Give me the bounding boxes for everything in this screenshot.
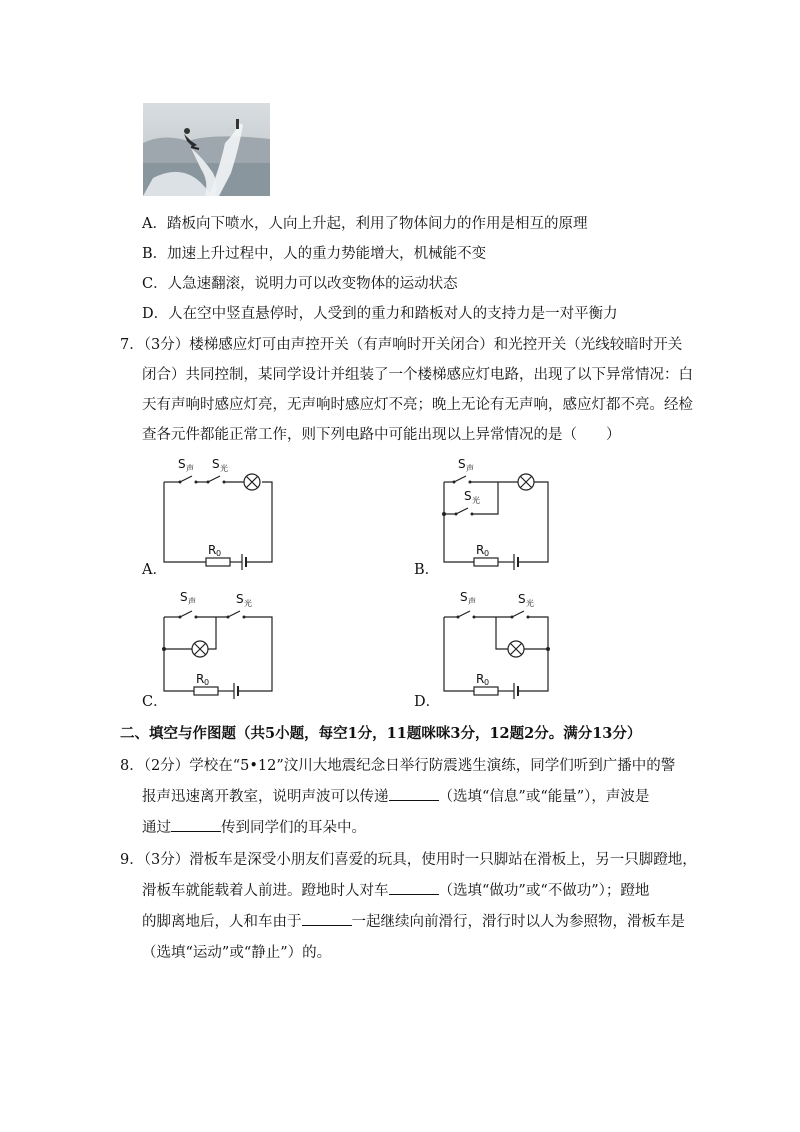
q8-line-1: 8．（2分）学校在“5•12”汶川大地震纪念日举行防震逃生演练，同学们听到广播中的警 [120,758,676,774]
q9-line-2-text-a: 滑板车就能载着人前进。蹬地时人对车 [142,883,389,899]
q7-line-4: 查各元件都能正常工作，则下列电路中可能出现以上异常情况的是（ ） [142,427,621,443]
switch-sound-sub: 声 [466,464,474,473]
switch-sound-label: S [460,590,468,604]
switch-sound-label: S [178,457,186,471]
switch-light-label: S [518,592,526,606]
q7-line-1: 7．（3分）楼梯感应灯可由声控开关（有声响时开关闭合）和光控开关（光线较暗时开关 [120,337,683,353]
option-b-label: B． [414,562,440,578]
circuit-b [430,452,570,572]
switch-sound-sub: 声 [468,597,476,606]
q6-option-b: B．加速上升过程中，人的重力势能增大，机械能不变 [142,246,487,262]
circuit-a [150,452,290,572]
q9-line-2 [142,879,649,900]
q9-line-1: 9．（3分）滑板车是深受小朋友们喜爱的玩具，使用时一只脚站在滑板上，另一只脚蹬地， [120,852,697,868]
q8-line-2 [142,785,649,806]
q9-line-3-text-b: 一起继续向前滑行，滑行时以人为参照物，滑板车是 [351,914,685,930]
circuit-c [150,585,290,705]
q8-line-2-text-a: 报声迅速离开教室，说明声波可以传递 [142,789,389,805]
circuit-d [430,585,570,705]
switch-light-sub: 光 [472,496,480,505]
q8-line-3 [142,816,366,837]
q9-line-3-text-a: 的脚离地后，人和车由于 [142,914,302,930]
resistor-label: R [208,543,217,557]
resistor-sub: 0 [484,549,490,558]
switch-light-sub: 光 [220,464,228,473]
switch-sound-label: S [458,457,466,471]
switch-light-sub: 光 [526,599,534,608]
flyboard-photo [143,103,270,196]
q7-line-2: 闭合）共同控制，某同学设计并组装了一个楼梯感应灯电路，出现了以下异常情况：白 [142,367,693,383]
q7-line-3: 天有声响时感应灯亮，无声响时感应灯不亮；晚上无论有无声响，感应灯都不亮。经检 [142,397,693,413]
option-a-label: A． [142,562,167,578]
section-2-heading: 二、填空与作图题（共5小题，每空1分，11题咪咪3分，12题2分。满分13分） [120,725,642,742]
switch-sound-sub: 声 [188,597,196,606]
option-d-label: D． [414,694,441,710]
switch-light-sub: 光 [244,599,252,608]
q6-option-c: C．人急速翻滚，说明力可以改变物体的运动状态 [142,276,458,292]
q8-line-3-text-b: 传到同学们的耳朵中。 [221,820,366,836]
q8-line-3-text-a: 通过 [142,820,171,836]
q9-blank-2[interactable] [302,911,352,926]
q9-blank-1[interactable] [389,880,439,895]
option-c-label: C． [142,694,168,710]
q9-line-2-text-b: （选填“做功”或“不做功”）；蹬地 [438,883,650,899]
q8-blank-2[interactable] [171,817,221,832]
q8-blank-1[interactable] [389,786,439,801]
q8-line-2-text-b: （选填“信息”或“能量”），声波是 [438,789,650,805]
q6-option-d: D．人在空中竖直悬停时，人受到的重力和踏板对人的支持力是一对平衡力 [142,306,618,322]
resistor-label: R [476,672,485,686]
resistor-label: R [476,543,485,557]
resistor-label: R [196,672,205,686]
switch-light-label: S [236,592,244,606]
q9-line-4: （选填“运动”或“静止”）的。 [142,945,332,961]
q6-option-a: A．踏板向下喷水，人向上升起，利用了物体间力的作用是相互的原理 [142,216,588,232]
switch-sound-label: S [180,590,188,604]
resistor-sub: 0 [204,678,210,687]
switch-light-label: S [212,457,220,471]
resistor-sub: 0 [484,678,490,687]
switch-light-label: S [464,489,472,503]
q9-line-3 [142,910,685,931]
resistor-sub: 0 [216,549,222,558]
switch-sound-sub: 声 [186,464,194,473]
